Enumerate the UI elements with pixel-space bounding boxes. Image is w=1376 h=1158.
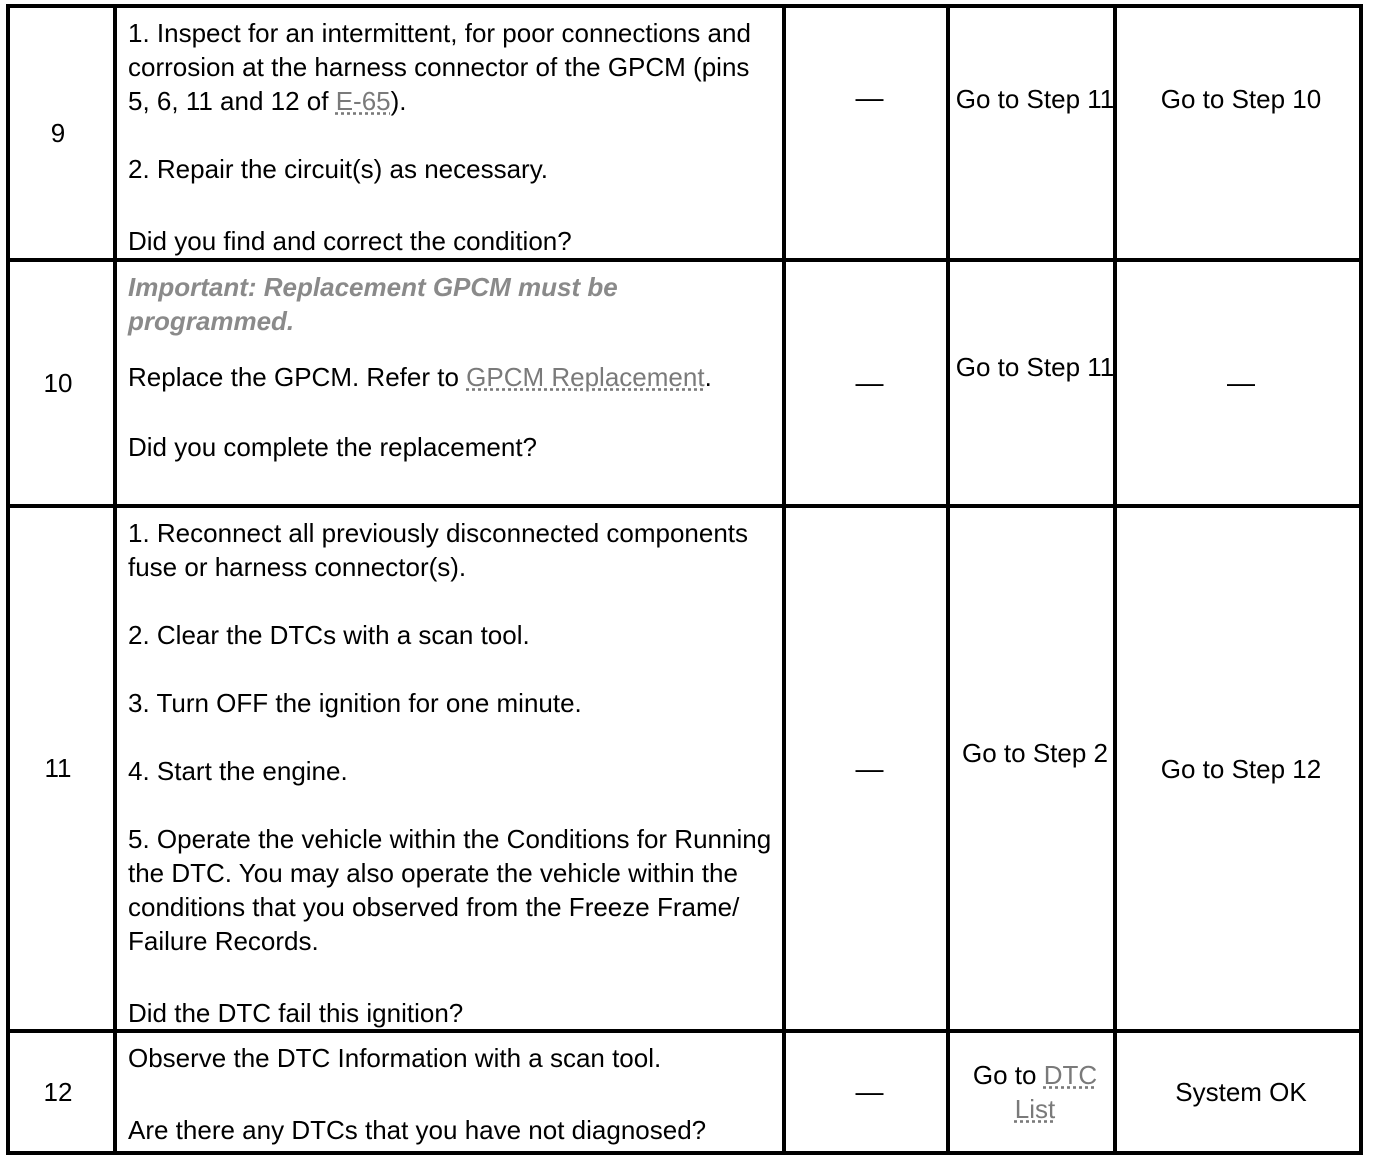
step-number: 9 xyxy=(50,117,66,148)
yes-cell: Go to Step 11 xyxy=(955,352,1115,382)
action-text xyxy=(128,16,774,118)
action-question: Did you find and correct the condition? xyxy=(128,226,572,256)
action-cell xyxy=(118,1033,782,1151)
action-text: 1. Reconnect all previously disconnected components fuse or harness connector(s). xyxy=(128,518,749,582)
value-cell: — xyxy=(855,1076,884,1107)
action-text: 2. Repair the circuit(s) as necessary. xyxy=(128,154,548,184)
table-row xyxy=(6,508,1361,1029)
value-cell: — xyxy=(855,82,884,113)
action-text-part: . xyxy=(704,362,712,392)
no-cell: — xyxy=(1227,367,1255,398)
action-question: Did you complete the replacement? xyxy=(128,432,538,462)
action-text: 4. Start the engine. xyxy=(128,756,348,786)
action-text: 5. Operate the vehicle within the Conditions for Running the DTC. You may also operate the vehicle within the conditions that you observed from the Freeze Frame/ Failure Records. xyxy=(128,824,772,956)
action-text-part: ). xyxy=(390,86,407,116)
important-note: Important: Replacement GPCM must be programmed. xyxy=(128,272,618,336)
step-number: 12 xyxy=(43,1076,73,1107)
action-text: Observe the DTC Information with a scan tool. xyxy=(128,1043,662,1073)
row-divider xyxy=(6,1151,1363,1155)
table-row xyxy=(6,262,1361,504)
yes-text: Go to xyxy=(972,1060,1044,1090)
yes-cell: Go to Step 2 xyxy=(962,738,1108,768)
action-text-part: 1. Inspect for an intermittent, for poor connections and corrosion at the harness connector of the GPCM (pins 5, 6, 11 and 12 of xyxy=(128,18,751,116)
connector-link[interactable]: E-65 xyxy=(335,86,391,116)
no-cell: System OK xyxy=(1175,1077,1307,1107)
no-cell: Go to Step 10 xyxy=(1160,84,1322,114)
action-text: 3. Turn OFF the ignition for one minute. xyxy=(128,688,582,718)
dtc-list-link[interactable]: DTC List xyxy=(1014,1060,1098,1124)
action-cell xyxy=(118,8,782,258)
step-number: 11 xyxy=(44,753,72,783)
action-text: 2. Clear the DTCs with a scan tool. xyxy=(128,620,530,650)
yes-cell xyxy=(953,1033,1117,1151)
step-number: 10 xyxy=(43,367,73,398)
value-cell: — xyxy=(855,752,884,784)
action-text-part: Replace the GPCM. Refer to xyxy=(128,362,467,392)
value-cell: — xyxy=(855,367,884,398)
action-text xyxy=(128,360,774,394)
action-question: Are there any DTCs that you have not diagnosed? xyxy=(128,1115,707,1145)
action-cell xyxy=(118,262,782,504)
yes-cell: Go to Step 11 xyxy=(955,84,1115,114)
action-question: Did the DTC fail this ignition? xyxy=(128,998,464,1028)
gpcm-replacement-link[interactable]: GPCM Replacement xyxy=(466,362,705,392)
table-row xyxy=(6,8,1361,258)
table-row xyxy=(6,1033,1361,1151)
no-cell: Go to Step 12 xyxy=(1160,753,1322,784)
action-cell xyxy=(118,508,782,1029)
